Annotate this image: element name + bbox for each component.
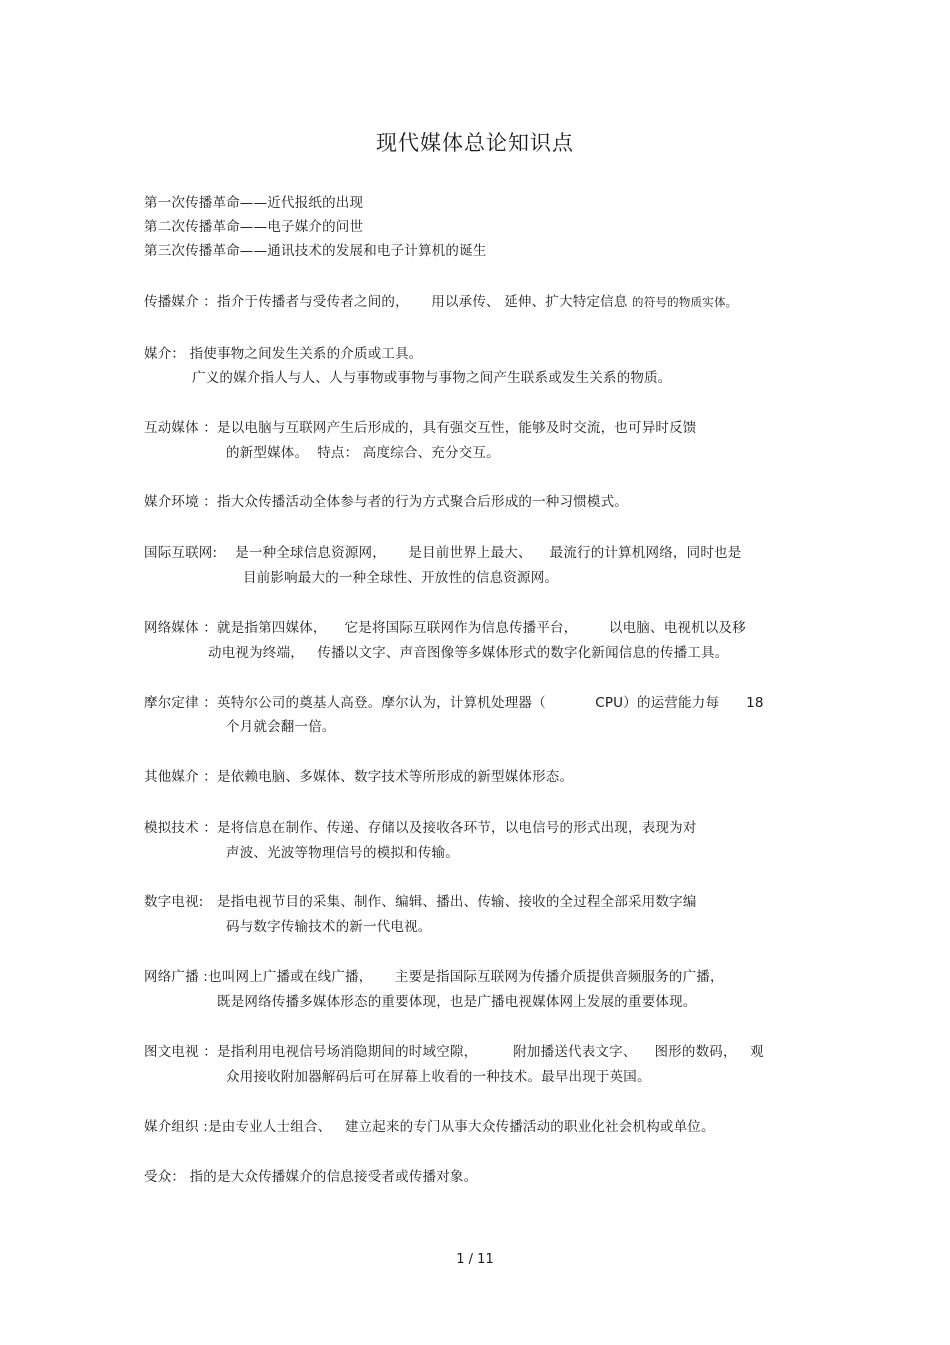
entry-guangbo-line2: 既是网络传播多媒体形态的重要体现，也是广播电视媒体网上发展的重要体现。	[217, 994, 697, 1010]
entry-moer-line1: 摩尔定律 ：英特尔公司的奠基人高登。摩尔认为，计算机处理器（ CPU）的运营能力每 18	[144, 695, 764, 711]
entry-shuzi-line2: 码与数字传输技术的新一代电视。	[226, 919, 432, 935]
revolution-3: 第三次传播革命——通讯技术的发展和电子计算机的诞生	[144, 243, 487, 259]
entry-wangluo-meiti-line1: 网络媒体 ：就是指第四媒体， 它是将国际互联网作为信息传播平台， 以电脑、电视机以及移	[144, 620, 746, 636]
entry-chuanbo-meijie	[144, 292, 737, 312]
entry-guangbo-line1: 网络广播 :也叫网上广播或在线广播， 主要是指国际互联网为传播介质提供音频服务的广播，	[144, 969, 724, 985]
entry-qita-meijie: 其他媒介 ：是依赖电脑、多媒体、数字技术等所形成的新型媒体形态。	[144, 769, 574, 785]
entry-text-small: 的符号的物质实体。	[632, 295, 738, 309]
entry-meijie-line2: 广义的媒介指人与人、人与事物或事物与事物之间产生联系或发生关系的物质。	[192, 370, 672, 386]
entry-meijie-zuzhi: 媒介组织 :是由专业人士组合、 建立起来的专门从事大众传播活动的职业化社会机构或单位。	[144, 1119, 715, 1135]
entry-shouzhong: 受众： 指的是大众传播媒介的信息接受者或传播对象。	[144, 1169, 478, 1185]
entry-moni-line1: 模拟技术 ：是将信息在制作、传递、存储以及接收各环节，以电信号的形式出现，表现为对	[144, 820, 697, 836]
revolution-2: 第二次传播革命——电子媒介的问世	[144, 219, 364, 235]
entry-meijie-huanjing: 媒介环境 ：指大众传播活动全体参与者的行为方式聚合后形成的一种习惯模式。	[144, 494, 628, 510]
entry-hudong-line1: 互动媒体 ：是以电脑与互联网产生后形成的，具有强交互性，能够及时交流，也可异时反馈	[144, 420, 697, 436]
document-title: 现代媒体总论知识点	[376, 131, 574, 155]
entry-wangluo-meiti-line2: 动电视为终端， 传播以文字、声音图像等多媒体形式的数字化新闻信息的传播工具。	[208, 645, 729, 661]
entry-moer-line2: 个月就会翻一倍。	[226, 719, 336, 735]
entry-tuwen-line1: 图文电视 ：是指利用电视信号场消隐期间的时域空隙， 附加播送代表文字、 图形的数码， 观	[144, 1044, 764, 1060]
entry-hulianwang-line1: 国际互联网: 是一种全球信息资源网， 是目前世界上最大、 最流行的计算机网络，同时也是	[144, 545, 742, 561]
revolution-1: 第一次传播革命——近代报纸的出现	[144, 195, 364, 211]
entry-hudong-line2: 的新型媒体。 特点： 高度综合、充分交互。	[226, 445, 500, 461]
entry-shuzi-line1: 数字电视: 是指电视节目的采集、制作、编辑、播出、传输、接收的全过程全部采用数字编	[144, 894, 697, 910]
entry-tuwen-line2: 众用接收附加器解码后可在屏幕上收看的一种技术。最早出现于英国。	[226, 1069, 651, 1085]
page-number: 1 / 11	[456, 1252, 494, 1267]
entry-text: 传播媒介 ：指介于传播者与受传者之间的， 用以承传、 延伸、扩大特定信息	[144, 294, 628, 310]
entry-hulianwang-line2: 目前影响最大的一种全球性、开放性的信息资源网。	[243, 570, 559, 586]
entry-meijie-line1: 媒介： 指使事物之间发生关系的介质或工具。	[144, 346, 423, 362]
entry-moni-line2: 声波、光波等物理信号的模拟和传输。	[226, 845, 459, 861]
